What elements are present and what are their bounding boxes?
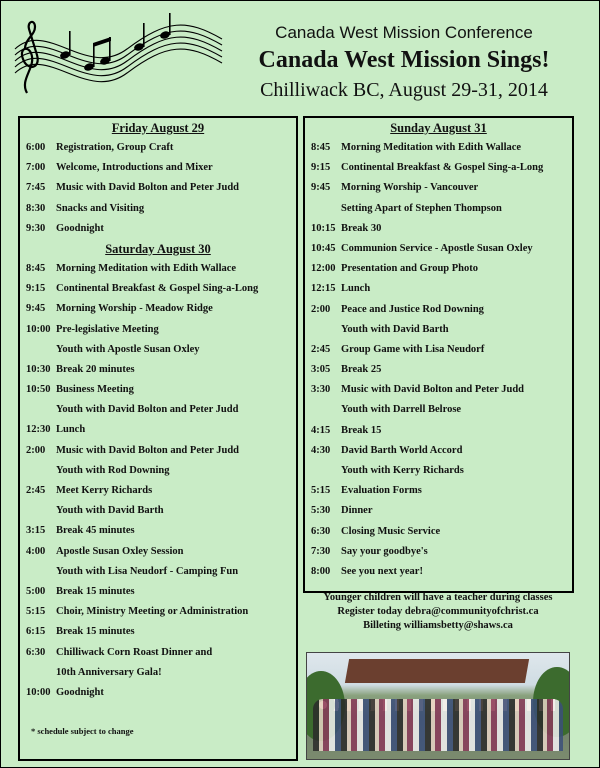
schedule-item: Youth with Rod Downing: [56, 464, 170, 476]
schedule-time: 5:15: [26, 606, 46, 618]
schedule-time: 9:45: [311, 182, 331, 194]
friday-saturday-schedule: [18, 116, 298, 761]
schedule-row: [20, 683, 296, 703]
schedule-row: [20, 663, 296, 683]
note-line: Register today debra@communityofchrist.ca: [337, 606, 539, 617]
schedule-row: [305, 461, 572, 481]
schedule-item: Youth with Darrell Belrose: [341, 404, 462, 416]
schedule-item: Continental Breakfast & Gospel Sing-a-Long: [56, 283, 259, 295]
schedule-time: 9:45: [26, 303, 46, 315]
schedule-time: 6:15: [26, 626, 46, 638]
schedule-item: Chilliwack Corn Roast Dinner and: [56, 646, 213, 658]
schedule-item: Communion Service - Apostle Susan Oxley: [341, 242, 533, 254]
schedule-row: [20, 320, 296, 340]
schedule-time: 10:00: [26, 323, 51, 335]
schedule-row: [305, 542, 572, 562]
schedule-time: 10:30: [26, 363, 51, 375]
schedule-item: Break 20 minutes: [56, 363, 135, 375]
schedule-item: Meet Kerry Richards: [56, 485, 153, 496]
schedule-row: [305, 400, 572, 420]
schedule-time: 3:30: [311, 384, 331, 396]
schedule-row: [20, 340, 296, 360]
schedule-item: Group Game with Lisa Neudorf: [341, 343, 485, 355]
schedule-time: 6:30: [26, 646, 46, 658]
schedule-row: [305, 522, 572, 542]
schedule-time: 5:15: [311, 485, 331, 497]
day-title: Sunday August 31: [390, 121, 487, 135]
schedule-item: Youth with David Bolton and Peter Judd: [56, 404, 239, 416]
schedule-row: [305, 320, 572, 340]
schedule-item: Peace and Justice Rod Downing: [341, 303, 484, 315]
schedule-row: [305, 380, 572, 400]
group-photo: [306, 652, 570, 760]
schedule-row: [20, 622, 296, 642]
schedule-time: 12:00: [311, 263, 336, 275]
schedule-row: [20, 582, 296, 602]
schedule-item: Snacks and Visiting: [56, 202, 145, 214]
note-line: Billeting williamsbetty@shaws.ca: [363, 620, 513, 631]
schedule-time: 2:00: [26, 444, 46, 456]
footnote: * schedule subject to change: [31, 726, 134, 736]
schedule-row: [305, 158, 572, 178]
schedule-time: 8:00: [311, 565, 331, 577]
schedule-item: Break 15 minutes: [56, 626, 135, 638]
schedule-item: Break 45 minutes: [56, 525, 135, 537]
schedule-row: [20, 360, 296, 380]
schedule-item: Break 15: [341, 424, 382, 436]
schedule-time: 12:30: [26, 424, 51, 436]
schedule-row: [20, 178, 296, 198]
schedule-time: 4:30: [311, 444, 331, 456]
schedule-time: 4:00: [26, 545, 46, 557]
schedule-row: [305, 360, 572, 380]
schedule-time: 8:45: [311, 142, 331, 153]
conference-name: Canada West Mission Conference: [275, 23, 533, 42]
schedule-time: 10:00: [26, 686, 51, 698]
schedule-item: Business Meeting: [56, 384, 134, 396]
schedule-item: Youth with Kerry Richards: [341, 465, 464, 476]
schedule-row: [20, 138, 296, 158]
schedule-item: Registration, Group Craft: [56, 142, 174, 153]
schedule-item: Closing Music Service: [341, 525, 441, 537]
schedule-time: 3:15: [26, 525, 46, 537]
schedule-item: Say your goodbye's: [341, 545, 428, 557]
schedule-row: [305, 562, 572, 582]
schedule-time: 10:45: [311, 242, 336, 254]
schedule-row: [305, 178, 572, 198]
schedule-row: [305, 441, 572, 461]
schedule-time: 10:15: [311, 222, 336, 234]
schedule-time: 9:30: [26, 222, 46, 234]
schedule-row: [20, 542, 296, 562]
schedule-item: Dinner: [341, 505, 373, 517]
schedule-row: [305, 340, 572, 360]
schedule-item: See you next year!: [341, 565, 423, 577]
music-staff-icon: [7, 9, 227, 101]
schedule-item: Music with David Bolton and Peter Judd: [56, 444, 239, 456]
schedule-time: 6:00: [26, 142, 46, 153]
schedule-item: Apostle Susan Oxley Session: [56, 545, 184, 557]
schedule-item: David Barth World Accord: [341, 444, 463, 456]
schedule-row: [20, 643, 296, 663]
schedule-row: [305, 219, 572, 239]
schedule-row: [20, 299, 296, 319]
schedule-time: 8:45: [26, 262, 46, 274]
schedule-time: 9:15: [311, 162, 331, 174]
schedule-row: [20, 501, 296, 521]
schedule-item: Youth with Apostle Susan Oxley: [56, 343, 200, 355]
schedule-item: Music with David Bolton and Peter Judd: [56, 182, 239, 194]
schedule-row: [305, 259, 572, 279]
schedule-item: Morning Worship - Meadow Ridge: [56, 303, 213, 315]
schedule-item: Lunch: [341, 283, 371, 295]
schedule-time: 7:00: [26, 162, 46, 174]
schedule-row: [20, 158, 296, 178]
schedule-time: 6:30: [311, 525, 331, 537]
schedule-item: Break 15 minutes: [56, 585, 135, 597]
schedule-row: [20, 602, 296, 622]
schedule-time: 5:00: [26, 585, 46, 597]
schedule-item: 10th Anniversary Gala!: [56, 666, 162, 678]
schedule-time: 10:50: [26, 384, 51, 396]
schedule-item: Youth with Lisa Neudorf - Camping Fun: [56, 565, 239, 577]
schedule-item: Continental Breakfast & Gospel Sing-a-Long: [341, 162, 544, 174]
schedule-item: Welcome, Introductions and Mixer: [56, 162, 213, 174]
schedule-item: Youth with David Barth: [341, 323, 449, 335]
schedule-time: 5:30: [311, 505, 331, 517]
schedule-item: Morning Meditation with Edith Wallace: [341, 142, 522, 153]
schedule-row: [305, 481, 572, 501]
schedule-row: [20, 441, 296, 461]
schedule-row: [305, 239, 572, 259]
day-title: Friday August 29: [111, 121, 205, 135]
schedule-row: [20, 562, 296, 582]
schedule-row: [20, 380, 296, 400]
schedule-row: [20, 279, 296, 299]
schedule-item: Lunch: [56, 424, 86, 436]
schedule-item: Choir, Ministry Meeting or Administration: [56, 606, 249, 618]
schedule-item: Music with David Bolton and Peter Judd: [341, 384, 524, 396]
schedule-row: [20, 461, 296, 481]
schedule-row: [305, 199, 572, 219]
schedule-row: [305, 279, 572, 299]
schedule-item: Goodnight: [56, 222, 104, 234]
schedule-item: Presentation and Group Photo: [341, 263, 479, 275]
schedule-time: 12:15: [311, 283, 336, 295]
day-title: Saturday August 30: [105, 241, 211, 256]
schedule-item: Morning Meditation with Edith Wallace: [56, 262, 237, 274]
schedule-row: [20, 400, 296, 420]
schedule-row: [305, 421, 572, 441]
registration-notes: [303, 591, 573, 633]
schedule-time: 4:15: [311, 424, 331, 436]
schedule-time: 8:30: [26, 202, 46, 214]
schedule-row: [20, 420, 296, 440]
event-title: Canada West Mission Sings!: [258, 47, 550, 73]
event-location-dates: Chilliwack BC, August 29-31, 2014: [260, 79, 548, 101]
schedule-row: [20, 481, 296, 501]
schedule-row: [20, 219, 296, 239]
schedule-item: Goodnight: [56, 686, 104, 698]
schedule-item: Pre-legislative Meeting: [56, 323, 159, 335]
note-line: Younger children will have a teacher during classes: [323, 592, 553, 603]
schedule-row: [20, 521, 296, 541]
schedule-time: 2:45: [26, 485, 46, 496]
schedule-time: 2:00: [311, 303, 331, 315]
schedule-item: Evaluation Forms: [341, 485, 422, 497]
schedule-row: [305, 501, 572, 521]
schedule-time: 9:15: [26, 283, 46, 295]
schedule-row: [20, 199, 296, 219]
schedule-time: 2:45: [311, 343, 331, 355]
schedule-row: [305, 300, 572, 320]
schedule-row: [305, 138, 572, 158]
schedule-item: Morning Worship - Vancouver: [341, 182, 479, 194]
schedule-time: 7:30: [311, 545, 331, 557]
sunday-schedule: [303, 116, 574, 593]
schedule-item: Break 25: [341, 364, 382, 376]
schedule-row: [20, 259, 296, 279]
schedule-item: Youth with David Barth: [56, 505, 164, 517]
schedule-item: Setting Apart of Stephen Thompson: [341, 202, 502, 214]
schedule-time: 7:45: [26, 182, 46, 194]
schedule-time: 3:05: [311, 364, 331, 376]
schedule-item: Break 30: [341, 222, 382, 234]
